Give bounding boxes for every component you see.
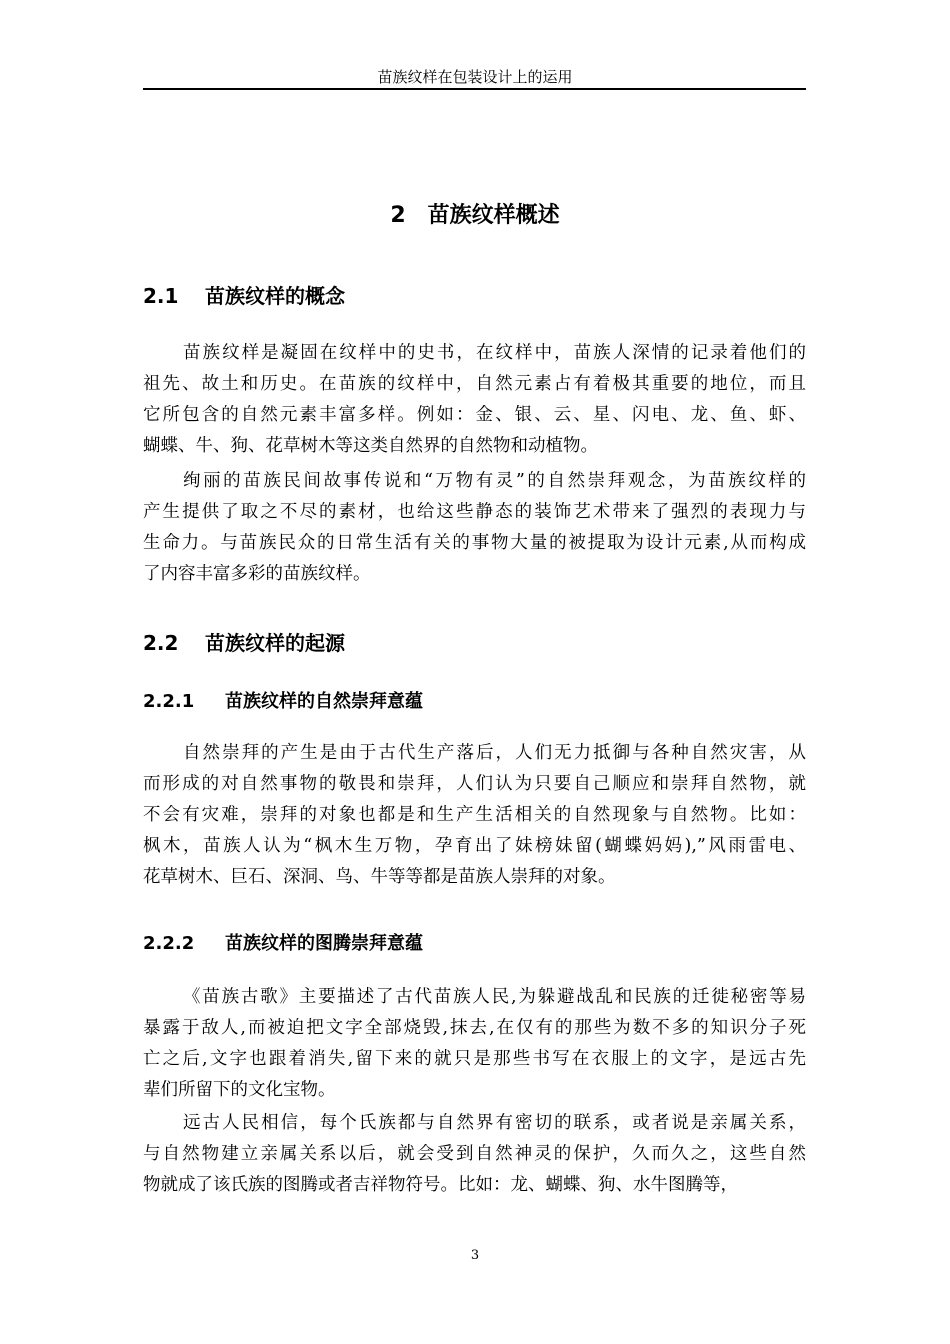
section-title: 苗族纹样的起源 bbox=[205, 631, 345, 655]
text-line: 不会有灾难，崇拜的对象也都是和生产生活相关的自然现象与自然物。比如： bbox=[143, 805, 806, 825]
text-line: 绚丽的苗族民间故事传说和“万物有灵”的自然崇拜观念，为苗族纹样的 bbox=[183, 471, 806, 491]
page-number: 3 bbox=[470, 1248, 480, 1263]
text-line: 它所包含的自然元素丰富多样。例如：金、银、云、星、闪电、龙、鱼、虾、 bbox=[143, 405, 806, 425]
paragraph bbox=[143, 982, 806, 1106]
section-title: 苗族纹样的概念 bbox=[205, 284, 345, 308]
text-line: 产生提供了取之不尽的素材，也给这些静态的装饰艺术带来了强烈的表现力与 bbox=[143, 502, 806, 522]
paragraph bbox=[143, 1108, 806, 1201]
subsection-heading-2-2-2 bbox=[143, 930, 423, 958]
section-heading-2-2 bbox=[143, 628, 345, 658]
text-line: 祖先、故土和历史。在苗族的纹样中，自然元素占有着极其重要的地位，而且 bbox=[143, 374, 806, 394]
chapter-title-text: 苗族纹样概述 bbox=[427, 203, 560, 228]
running-header: 苗族纹样在包装设计上的运用 bbox=[377, 68, 573, 86]
text-line: 辈们所留下的文化宝物。 bbox=[143, 1080, 336, 1100]
section-heading-2-1 bbox=[143, 281, 345, 311]
chapter-number: 2 bbox=[390, 203, 406, 228]
text-line: 了内容丰富多彩的苗族纹样。 bbox=[143, 564, 371, 584]
text-line: 物就成了该氏族的图腾或者吉祥物符号。比如：龙、蝴蝶、狗、水牛图腾等， bbox=[143, 1175, 738, 1195]
text-line: 蝴蝶、牛、狗、花草树木等这类自然界的自然物和动植物。 bbox=[143, 436, 598, 456]
text-line: 枫木，苗族人认为“枫木生万物，孕育出了妹榜妹留(蝴蝶妈妈),”风雨雷电、 bbox=[143, 836, 806, 856]
section-number: 2.2 bbox=[143, 631, 179, 655]
text-line: 与自然物建立亲属关系以后，就会受到自然神灵的保护，久而久之，这些自然 bbox=[143, 1144, 806, 1164]
paragraph bbox=[143, 338, 806, 462]
subsection-number: 2.2.2 bbox=[143, 933, 195, 954]
chapter-title bbox=[0, 200, 950, 232]
paragraph bbox=[143, 466, 806, 590]
subsection-title: 苗族纹样的自然崇拜意蕴 bbox=[225, 691, 423, 712]
subsection-number: 2.2.1 bbox=[143, 691, 195, 712]
text-line: 花草树木、巨石、深洞、鸟、牛等等都是苗族人崇拜的对象。 bbox=[143, 867, 616, 887]
header-rule bbox=[143, 88, 806, 90]
text-line: 生命力。与苗族民众的日常生活有关的事物大量的被提取为设计元素,从而构成 bbox=[143, 533, 806, 553]
text-line: 远古人民相信，每个氏族都与自然界有密切的联系，或者说是亲属关系， bbox=[183, 1113, 806, 1133]
text-line: 暴露于敌人,而被迫把文字全部烧毁,抹去,在仅有的那些为数不多的知识分子死 bbox=[143, 1018, 806, 1038]
paragraph bbox=[143, 738, 806, 893]
text-line: 亡之后,文字也跟着消失,留下来的就只是那些书写在衣服上的文字，是远古先 bbox=[143, 1049, 806, 1069]
text-line: 而形成的对自然事物的敬畏和崇拜，人们认为只要自己顺应和崇拜自然物，就 bbox=[143, 774, 806, 794]
subsection-title: 苗族纹样的图腾崇拜意蕴 bbox=[225, 933, 423, 954]
subsection-heading-2-2-1 bbox=[143, 688, 423, 716]
text-line: 自然崇拜的产生是由于古代生产落后，人们无力抵御与各种自然灾害，从 bbox=[183, 743, 806, 763]
text-line: 苗族纹样是凝固在纹样中的史书，在纹样中，苗族人深情的记录着他们的 bbox=[183, 343, 806, 363]
section-number: 2.1 bbox=[143, 284, 179, 308]
text-line: 《苗族古歌》主要描述了古代苗族人民,为躲避战乱和民族的迁徙秘密等易 bbox=[183, 987, 806, 1007]
